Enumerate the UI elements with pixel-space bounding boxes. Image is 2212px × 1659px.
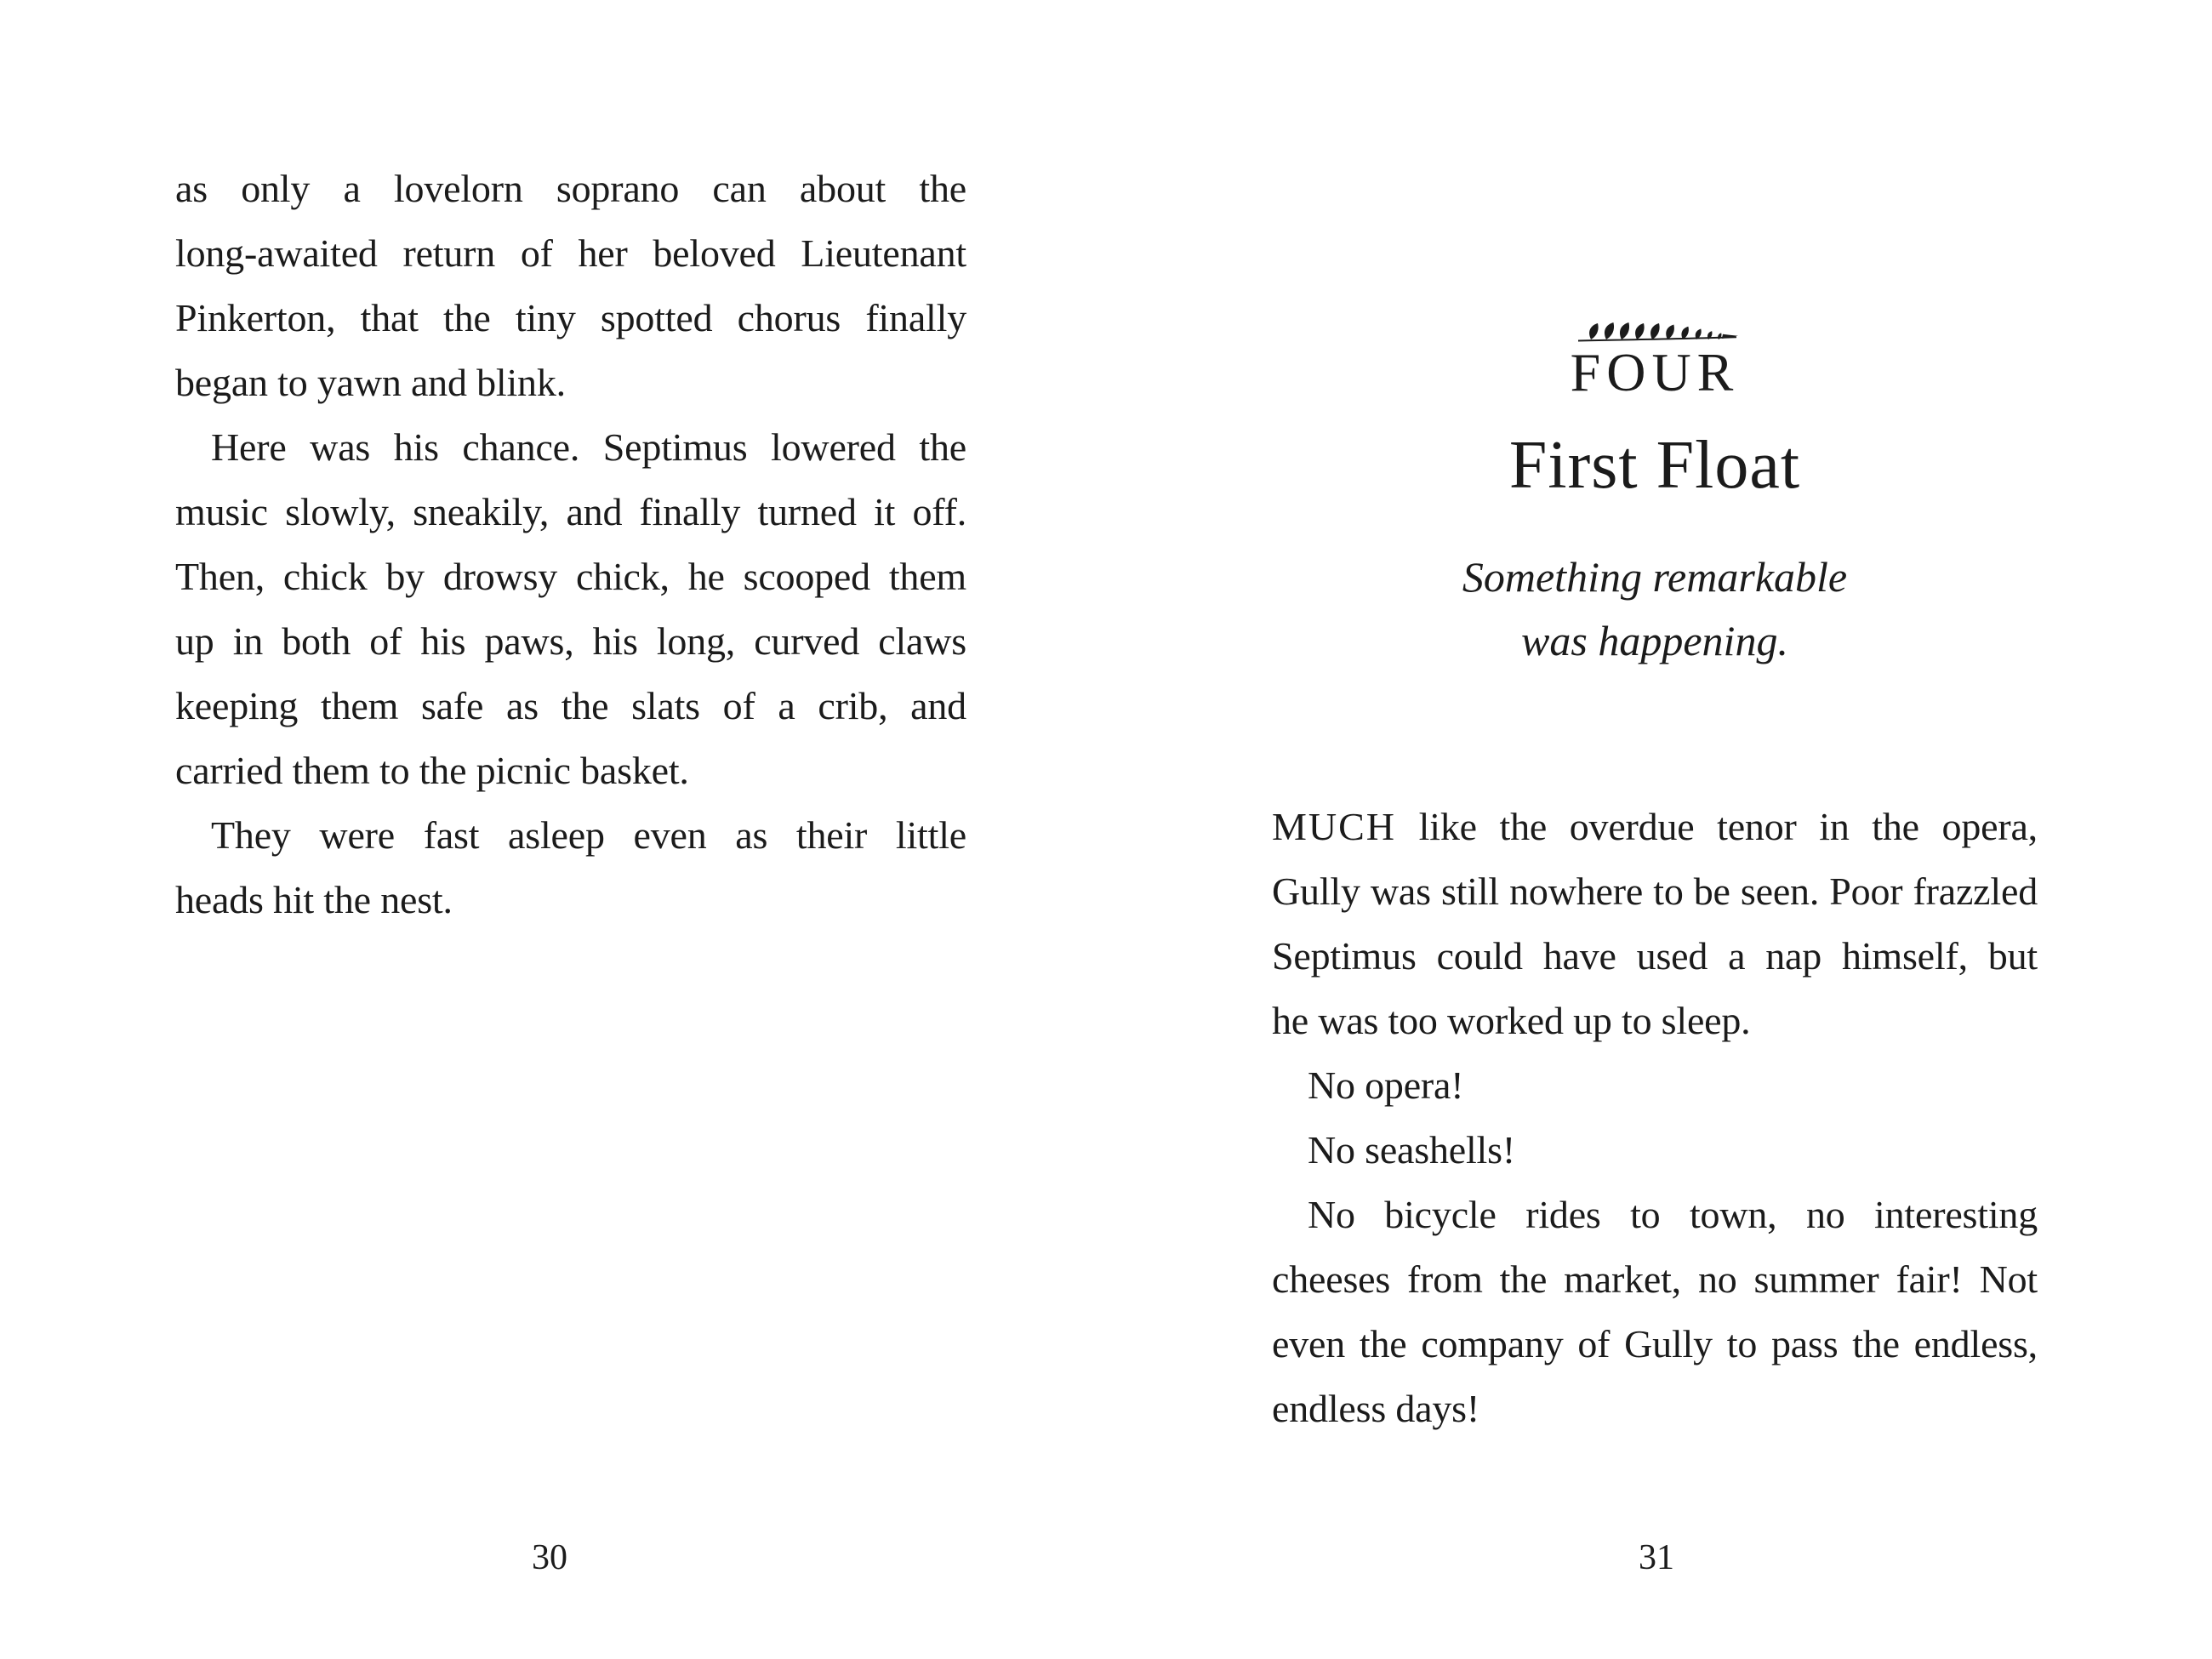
paragraph (175, 157, 966, 415)
text-line: he was too worked up to sleep. (1272, 999, 1751, 1042)
right-page-text (1272, 795, 2038, 1441)
text-line: endless days! (1272, 1387, 1479, 1430)
text-line: up in both of his paws, his long, curved claws (175, 619, 966, 663)
text-line: even the company of Gully to pass the endless, (1272, 1322, 2038, 1365)
right-page (1106, 0, 2212, 1659)
text-line (1272, 795, 2038, 859)
text-line: Septimus could have used a nap himself, but (1272, 934, 2038, 978)
text-line: long-awaited return of her beloved Lieutenant (175, 231, 966, 275)
text-line: Here was his chance. Septimus lowered the (211, 425, 966, 469)
paragraph (1272, 1053, 2038, 1118)
paragraph (175, 803, 966, 932)
subtitle-line: Something remarkable (1462, 553, 1848, 601)
text-line: Gully was still nowhere to be seen. Poor frazzled (1272, 869, 2038, 913)
paragraph (1272, 1183, 2038, 1441)
text-line: music slowly, sneakily, and finally turned it off. (175, 490, 966, 533)
chapter-subtitle (1272, 545, 2038, 673)
text-line: They were fast asleep even as their little (211, 813, 966, 857)
text-line: No seashells! (1308, 1128, 1515, 1172)
text-line: Then, chick by drowsy chick, he scooped them (175, 555, 966, 598)
paragraph (175, 415, 966, 803)
chapter-number: FOUR (1570, 342, 1740, 402)
sprig-ornament-icon (1577, 322, 1739, 344)
text-line: keeping them safe as the slats of a crib, and (175, 684, 966, 727)
paragraph (1272, 1118, 2038, 1183)
text-line: cheeses from the market, no summer fair! Not (1272, 1257, 2038, 1301)
left-page-text (175, 157, 966, 932)
paragraph (1272, 795, 2038, 1053)
text-line: Pinkerton, that the tiny spotted chorus finally (175, 296, 966, 339)
left-page-number: 30 (532, 1538, 567, 1577)
subtitle-line: was happening. (1521, 617, 1788, 664)
right-page-number: 31 (1639, 1538, 1674, 1577)
text-line: began to yawn and blink. (175, 361, 566, 404)
text-line: carried them to the picnic basket. (175, 749, 689, 792)
text-line: heads hit the nest. (175, 878, 453, 921)
line-rest: like the overdue tenor in the opera, (1418, 805, 2038, 848)
lead-word: MUCH (1272, 805, 1397, 848)
chapter-title: First Float (1508, 428, 1801, 503)
text-line: as only a lovelorn soprano can about the (175, 167, 966, 210)
text-line: No opera! (1308, 1063, 1464, 1107)
text-line: No bicycle rides to town, no interesting (1308, 1193, 2038, 1236)
